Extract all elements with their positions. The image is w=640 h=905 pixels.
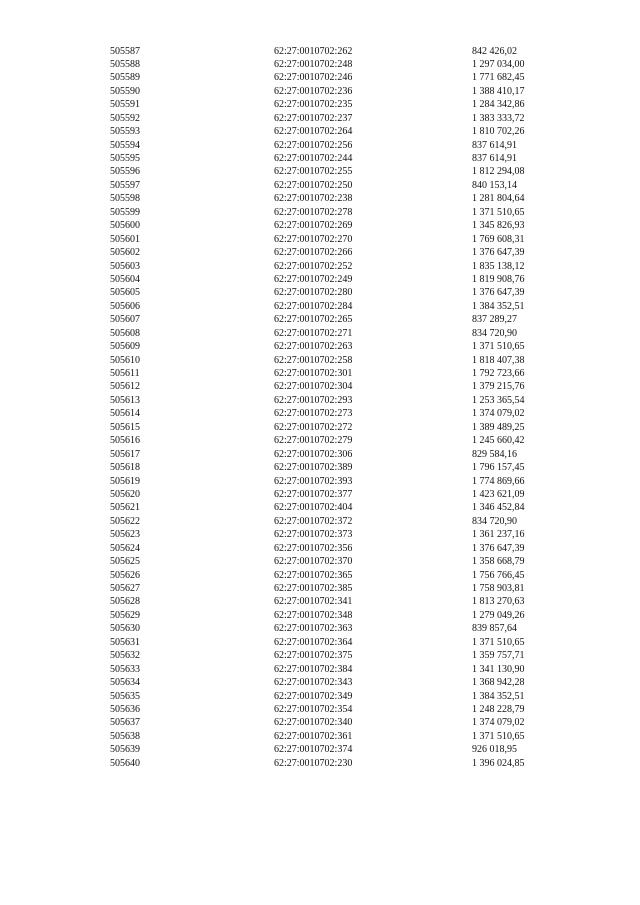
cadastral-number: 62:27:0010702:341 bbox=[274, 596, 353, 608]
cadastral-number: 62:27:0010702:301 bbox=[274, 368, 353, 379]
cadastral-number: 62:27:0010702:354 bbox=[274, 703, 353, 715]
row-number: 505619 bbox=[110, 475, 140, 487]
cadastral-value: 1 253 365,54 bbox=[472, 394, 525, 406]
table-row bbox=[110, 434, 550, 447]
cadastral-number: 62:27:0010702:363 bbox=[274, 623, 353, 635]
cadastral-number: 62:27:0010702:258 bbox=[274, 354, 353, 366]
table-row bbox=[110, 206, 550, 219]
cadastral-value: 1 358 668,79 bbox=[472, 556, 525, 568]
row-number: 505613 bbox=[110, 394, 140, 406]
table-row bbox=[110, 152, 550, 165]
row-number: 505636 bbox=[110, 703, 140, 715]
cadastral-value: 1 389 489,25 bbox=[472, 421, 525, 433]
table-row bbox=[110, 273, 550, 286]
cadastral-number: 62:27:0010702:246 bbox=[274, 72, 353, 84]
cadastral-number: 62:27:0010702:356 bbox=[274, 542, 353, 554]
table-row bbox=[110, 125, 550, 138]
cadastral-value: 837 614,91 bbox=[472, 153, 517, 164]
row-number: 505617 bbox=[110, 448, 140, 460]
cadastral-number: 62:27:0010702:273 bbox=[274, 408, 353, 420]
cadastral-value: 1 379 215,76 bbox=[472, 381, 525, 393]
row-number: 505605 bbox=[110, 287, 140, 299]
cadastral-value: 1 368 942,28 bbox=[472, 677, 525, 689]
cadastral-value: 1 284 342,86 bbox=[472, 99, 525, 111]
cadastral-value: 1 796 157,45 bbox=[472, 462, 525, 474]
cadastral-value: 1 359 757,71 bbox=[472, 650, 525, 662]
row-number: 505618 bbox=[110, 462, 140, 474]
table-row bbox=[110, 488, 550, 501]
row-number: 505637 bbox=[110, 717, 140, 729]
table-row bbox=[110, 367, 550, 380]
table-row bbox=[110, 98, 550, 111]
cadastral-number: 62:27:0010702:377 bbox=[274, 488, 353, 500]
row-number: 505616 bbox=[110, 435, 140, 447]
cadastral-value: 1 756 766,45 bbox=[472, 569, 525, 581]
table-row bbox=[110, 582, 550, 595]
table-row bbox=[110, 354, 550, 367]
table-row bbox=[110, 58, 550, 71]
cadastral-value: 829 584,16 bbox=[472, 448, 517, 460]
cadastral-value: 1 346 452,84 bbox=[472, 502, 525, 514]
cadastral-number: 62:27:0010702:263 bbox=[274, 341, 353, 353]
table-row bbox=[110, 340, 550, 353]
row-number: 505595 bbox=[110, 153, 140, 164]
cadastral-number: 62:27:0010702:244 bbox=[274, 153, 353, 164]
cadastral-value: 1 384 352,51 bbox=[472, 690, 525, 702]
table-row bbox=[110, 380, 550, 393]
cadastral-value: 1 423 621,09 bbox=[472, 488, 525, 500]
row-number: 505598 bbox=[110, 193, 140, 205]
cadastral-number: 62:27:0010702:389 bbox=[274, 462, 353, 474]
table-row bbox=[110, 501, 550, 514]
cadastral-number: 62:27:0010702:374 bbox=[274, 744, 353, 756]
row-number: 505611 bbox=[110, 368, 140, 379]
cadastral-value: 1 245 660,42 bbox=[472, 435, 525, 447]
cadastral-number: 62:27:0010702:255 bbox=[274, 166, 353, 178]
cadastral-number: 62:27:0010702:384 bbox=[274, 663, 353, 675]
row-number: 505627 bbox=[110, 583, 140, 594]
table-row bbox=[110, 595, 550, 608]
table-row bbox=[110, 676, 550, 689]
cadastral-number: 62:27:0010702:393 bbox=[274, 475, 353, 487]
cadastral-number: 62:27:0010702:236 bbox=[274, 85, 353, 97]
cadastral-value: 842 426,02 bbox=[472, 45, 517, 57]
row-number: 505640 bbox=[110, 757, 140, 769]
cadastral-value: 1 371 510,65 bbox=[472, 206, 525, 218]
cadastral-number: 62:27:0010702:280 bbox=[274, 287, 353, 299]
table-row bbox=[110, 636, 550, 649]
cadastral-number: 62:27:0010702:248 bbox=[274, 58, 353, 70]
cadastral-value: 1 396 024,85 bbox=[472, 757, 525, 769]
table-row bbox=[110, 45, 550, 58]
cadastral-number: 62:27:0010702:304 bbox=[274, 381, 353, 393]
row-number: 505615 bbox=[110, 421, 140, 433]
cadastral-number: 62:27:0010702:230 bbox=[274, 757, 353, 769]
table-row bbox=[110, 690, 550, 703]
cadastral-number: 62:27:0010702:284 bbox=[274, 300, 353, 312]
table-row bbox=[110, 743, 550, 756]
cadastral-number: 62:27:0010702:250 bbox=[274, 179, 353, 191]
table-row bbox=[110, 246, 550, 259]
cadastral-value: 834 720,90 bbox=[472, 515, 517, 527]
cadastral-number: 62:27:0010702:252 bbox=[274, 260, 353, 272]
cadastral-number: 62:27:0010702:238 bbox=[274, 193, 353, 205]
row-number: 505596 bbox=[110, 166, 140, 178]
table-row bbox=[110, 407, 550, 420]
cadastral-value: 1 345 826,93 bbox=[472, 220, 525, 232]
table-row bbox=[110, 515, 550, 528]
row-number: 505589 bbox=[110, 72, 140, 84]
table-row bbox=[110, 260, 550, 273]
table-row bbox=[110, 71, 550, 84]
row-number: 505626 bbox=[110, 569, 140, 581]
cadastral-number: 62:27:0010702:278 bbox=[274, 206, 353, 218]
cadastral-number: 62:27:0010702:370 bbox=[274, 556, 353, 568]
cadastral-value: 834 720,90 bbox=[472, 327, 517, 339]
table-row bbox=[110, 112, 550, 125]
table-row bbox=[110, 313, 550, 326]
table-row bbox=[110, 622, 550, 635]
cadastral-value: 1 371 510,65 bbox=[472, 730, 525, 742]
row-number: 505591 bbox=[110, 99, 140, 111]
table-row bbox=[110, 219, 550, 232]
row-number: 505590 bbox=[110, 85, 140, 97]
row-number: 505587 bbox=[110, 45, 140, 57]
cadastral-value: 1 792 723,66 bbox=[472, 368, 525, 379]
table-row bbox=[110, 421, 550, 434]
cadastral-value: 926 018,95 bbox=[472, 744, 517, 756]
table-row bbox=[110, 569, 550, 582]
table-row bbox=[110, 300, 550, 313]
row-number: 505607 bbox=[110, 314, 140, 326]
cadastral-value: 1 279 049,26 bbox=[472, 609, 525, 621]
row-number: 505632 bbox=[110, 650, 140, 662]
cadastral-number: 62:27:0010702:385 bbox=[274, 583, 353, 594]
cadastral-value: 1 771 682,45 bbox=[472, 72, 525, 84]
row-number: 505628 bbox=[110, 596, 140, 608]
cadastral-value: 1 281 804,64 bbox=[472, 193, 525, 205]
cadastral-value: 1 818 407,38 bbox=[472, 354, 525, 366]
cadastral-value: 1 341 130,90 bbox=[472, 663, 525, 675]
cadastral-number: 62:27:0010702:293 bbox=[274, 394, 353, 406]
table-row bbox=[110, 609, 550, 622]
table-row bbox=[110, 461, 550, 474]
row-number: 505629 bbox=[110, 609, 140, 621]
cadastral-number: 62:27:0010702:271 bbox=[274, 327, 353, 339]
cadastral-value: 1 758 903,81 bbox=[472, 583, 525, 594]
cadastral-value: 1 376 647,39 bbox=[472, 542, 525, 554]
cadastral-value: 1 819 908,76 bbox=[472, 273, 525, 285]
cadastral-value: 1 774 869,66 bbox=[472, 475, 525, 487]
row-number: 505600 bbox=[110, 220, 140, 232]
cadastral-number: 62:27:0010702:348 bbox=[274, 609, 353, 621]
row-number: 505630 bbox=[110, 623, 140, 635]
table-row bbox=[110, 233, 550, 246]
cadastral-value: 1 383 333,72 bbox=[472, 112, 525, 124]
cadastral-number: 62:27:0010702:373 bbox=[274, 529, 353, 541]
row-number: 505638 bbox=[110, 730, 140, 742]
cadastral-number: 62:27:0010702:404 bbox=[274, 502, 353, 514]
table-row bbox=[110, 448, 550, 461]
cadastral-number: 62:27:0010702:340 bbox=[274, 717, 353, 729]
table-row bbox=[110, 394, 550, 407]
row-number: 505631 bbox=[110, 636, 140, 648]
cadastral-number: 62:27:0010702:235 bbox=[274, 99, 353, 111]
cadastral-number: 62:27:0010702:269 bbox=[274, 220, 353, 232]
cadastral-value: 1 813 270,63 bbox=[472, 596, 525, 608]
cadastral-value: 1 374 079,02 bbox=[472, 717, 525, 729]
cadastral-number: 62:27:0010702:264 bbox=[274, 126, 353, 138]
row-number: 505603 bbox=[110, 260, 140, 272]
table-row bbox=[110, 165, 550, 178]
table-row bbox=[110, 730, 550, 743]
row-number: 505599 bbox=[110, 206, 140, 218]
cadastral-value: 1 361 237,16 bbox=[472, 529, 525, 541]
table-row bbox=[110, 85, 550, 98]
cadastral-number: 62:27:0010702:364 bbox=[274, 636, 353, 648]
row-number: 505606 bbox=[110, 300, 140, 312]
row-number: 505608 bbox=[110, 327, 140, 339]
cadastral-number: 62:27:0010702:265 bbox=[274, 314, 353, 326]
cadastral-value: 1 248 228,79 bbox=[472, 703, 525, 715]
row-number: 505625 bbox=[110, 556, 140, 568]
table-row bbox=[110, 649, 550, 662]
cadastral-number: 62:27:0010702:272 bbox=[274, 421, 353, 433]
row-number: 505623 bbox=[110, 529, 140, 541]
row-number: 505597 bbox=[110, 179, 140, 191]
row-number: 505592 bbox=[110, 112, 140, 124]
cadastral-number: 62:27:0010702:270 bbox=[274, 233, 353, 245]
row-number: 505610 bbox=[110, 354, 140, 366]
row-number: 505593 bbox=[110, 126, 140, 138]
cadastral-value: 1 374 079,02 bbox=[472, 408, 525, 420]
row-number: 505634 bbox=[110, 677, 140, 689]
table-row bbox=[110, 528, 550, 541]
cadastral-number: 62:27:0010702:279 bbox=[274, 435, 353, 447]
row-number: 505635 bbox=[110, 690, 140, 702]
cadastral-value: 1 835 138,12 bbox=[472, 260, 525, 272]
row-number: 505614 bbox=[110, 408, 140, 420]
table-row bbox=[110, 757, 550, 770]
cadastral-value: 840 153,14 bbox=[472, 179, 517, 191]
row-number: 505602 bbox=[110, 247, 140, 259]
table-row bbox=[110, 327, 550, 340]
cadastral-value: 1 376 647,39 bbox=[472, 247, 525, 259]
table-row bbox=[110, 475, 550, 488]
row-number: 505594 bbox=[110, 139, 140, 151]
cadastral-number: 62:27:0010702:349 bbox=[274, 690, 353, 702]
table-row bbox=[110, 703, 550, 716]
cadastral-value: 1 769 608,31 bbox=[472, 233, 525, 245]
row-number: 505633 bbox=[110, 663, 140, 675]
row-number: 505601 bbox=[110, 233, 140, 245]
row-number: 505621 bbox=[110, 502, 140, 514]
cadastral-value: 837 289,27 bbox=[472, 314, 517, 326]
table-row bbox=[110, 192, 550, 205]
cadastral-value: 1 371 510,65 bbox=[472, 636, 525, 648]
row-number: 505622 bbox=[110, 515, 140, 527]
table-row bbox=[110, 716, 550, 729]
cadastral-number: 62:27:0010702:306 bbox=[274, 448, 353, 460]
cadastral-value: 1 810 702,26 bbox=[472, 126, 525, 138]
row-number: 505612 bbox=[110, 381, 140, 393]
table-row bbox=[110, 663, 550, 676]
cadastral-number: 62:27:0010702:237 bbox=[274, 112, 353, 124]
cadastral-value-table bbox=[110, 45, 550, 771]
cadastral-value: 1 376 647,39 bbox=[472, 287, 525, 299]
cadastral-number: 62:27:0010702:262 bbox=[274, 45, 353, 57]
table-row bbox=[110, 542, 550, 555]
row-number: 505620 bbox=[110, 488, 140, 500]
cadastral-value: 837 614,91 bbox=[472, 139, 517, 151]
cadastral-number: 62:27:0010702:372 bbox=[274, 515, 353, 527]
cadastral-value: 1 388 410,17 bbox=[472, 85, 525, 97]
table-row bbox=[110, 179, 550, 192]
cadastral-number: 62:27:0010702:256 bbox=[274, 139, 353, 151]
row-number: 505639 bbox=[110, 744, 140, 756]
cadastral-value: 839 857,64 bbox=[472, 623, 517, 635]
row-number: 505604 bbox=[110, 273, 140, 285]
cadastral-value: 1 297 034,00 bbox=[472, 58, 525, 70]
cadastral-number: 62:27:0010702:375 bbox=[274, 650, 353, 662]
cadastral-number: 62:27:0010702:361 bbox=[274, 730, 353, 742]
table-row bbox=[110, 286, 550, 299]
cadastral-number: 62:27:0010702:365 bbox=[274, 569, 353, 581]
cadastral-value: 1 384 352,51 bbox=[472, 300, 525, 312]
table-row bbox=[110, 139, 550, 152]
table-row bbox=[110, 555, 550, 568]
cadastral-number: 62:27:0010702:343 bbox=[274, 677, 353, 689]
row-number: 505624 bbox=[110, 542, 140, 554]
cadastral-value: 1 371 510,65 bbox=[472, 341, 525, 353]
cadastral-value: 1 812 294,08 bbox=[472, 166, 525, 178]
row-number: 505588 bbox=[110, 58, 140, 70]
cadastral-number: 62:27:0010702:266 bbox=[274, 247, 353, 259]
row-number: 505609 bbox=[110, 341, 140, 353]
cadastral-number: 62:27:0010702:249 bbox=[274, 273, 353, 285]
